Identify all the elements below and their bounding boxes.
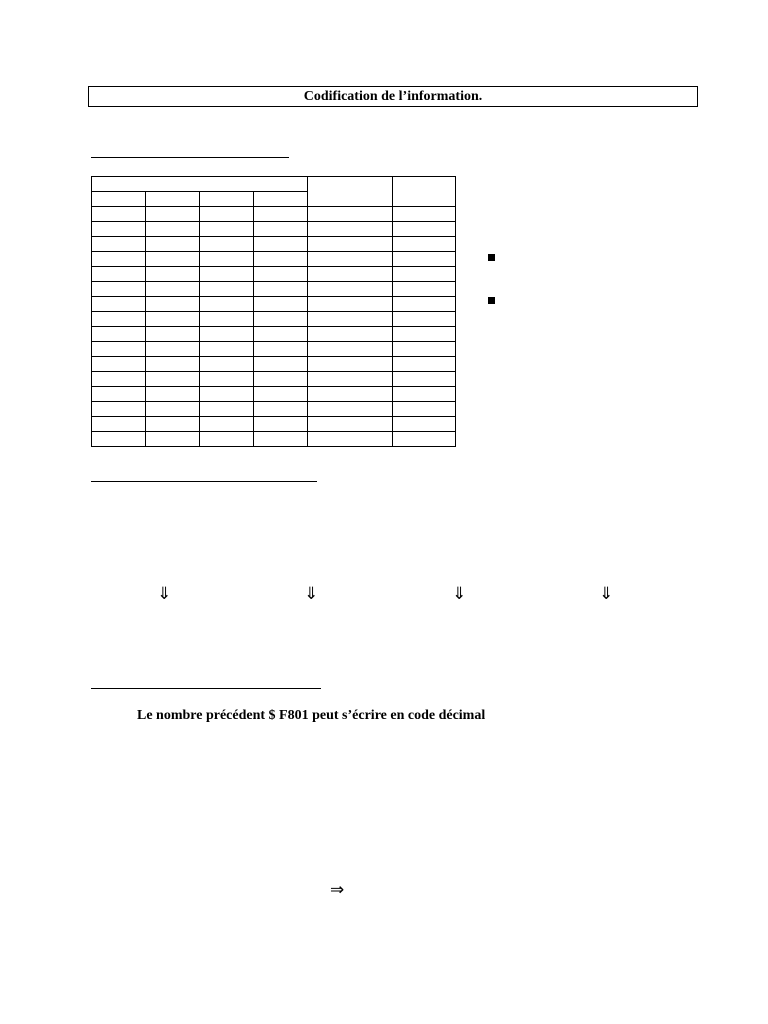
table-row	[92, 312, 456, 327]
table-cell	[308, 297, 393, 312]
down-arrow-icon: ⇓	[452, 584, 467, 604]
table-cell	[92, 282, 146, 297]
section-heading-underline-2	[91, 481, 317, 482]
table-cell	[254, 282, 308, 297]
table-cell	[92, 402, 146, 417]
table-cell	[146, 387, 200, 402]
table-cell	[92, 357, 146, 372]
table-cell	[254, 372, 308, 387]
table-row	[92, 387, 456, 402]
table-cell	[308, 252, 393, 267]
table-cell	[308, 282, 393, 297]
section-heading-underline-3	[91, 688, 321, 689]
table-subheader-cell	[92, 192, 146, 207]
table-cell	[393, 417, 456, 432]
table-cell	[308, 417, 393, 432]
table-cell	[393, 267, 456, 282]
table-row	[92, 432, 456, 447]
table-cell	[393, 357, 456, 372]
code-table	[91, 176, 456, 447]
table-cell	[146, 357, 200, 372]
table-cell	[393, 237, 456, 252]
table-cell	[308, 267, 393, 282]
table-cell	[393, 372, 456, 387]
table-cell	[92, 252, 146, 267]
table-header-cell-binary	[92, 177, 308, 192]
table-cell	[308, 237, 393, 252]
table-cell	[92, 207, 146, 222]
table-cell	[92, 342, 146, 357]
table-cell	[146, 237, 200, 252]
table-cell	[146, 297, 200, 312]
table-cell	[254, 312, 308, 327]
table-cell	[200, 357, 254, 372]
table-cell	[146, 402, 200, 417]
table-cell	[393, 432, 456, 447]
square-bullet-icon	[488, 254, 495, 261]
down-arrow-icon: ⇓	[304, 584, 319, 604]
table-header-row	[92, 177, 456, 192]
table-cell	[200, 417, 254, 432]
table-row	[92, 222, 456, 237]
table-cell	[200, 282, 254, 297]
table-cell	[308, 342, 393, 357]
table-cell	[254, 417, 308, 432]
table-cell	[200, 252, 254, 267]
table-cell	[146, 432, 200, 447]
table-cell	[254, 207, 308, 222]
table-cell	[200, 342, 254, 357]
table-cell	[254, 342, 308, 357]
table-cell	[146, 207, 200, 222]
table-header-cell-b	[393, 177, 456, 207]
table-cell	[92, 432, 146, 447]
table-cell	[393, 222, 456, 237]
table-cell	[254, 237, 308, 252]
table-cell	[393, 327, 456, 342]
table-row	[92, 327, 456, 342]
table-cell	[200, 267, 254, 282]
table-row	[92, 252, 456, 267]
table-row	[92, 417, 456, 432]
table-row	[92, 207, 456, 222]
table-cell	[146, 267, 200, 282]
table-row	[92, 237, 456, 252]
table-cell	[393, 387, 456, 402]
square-bullet-icon	[488, 297, 495, 304]
table-cell	[254, 222, 308, 237]
table-cell	[200, 327, 254, 342]
table-cell	[393, 402, 456, 417]
table-cell	[254, 432, 308, 447]
table-cell	[393, 282, 456, 297]
table-row	[92, 402, 456, 417]
table-cell	[146, 417, 200, 432]
table-row	[92, 342, 456, 357]
table-subheader-cell	[254, 192, 308, 207]
table-cell	[393, 297, 456, 312]
table-cell	[254, 297, 308, 312]
table-cell	[92, 297, 146, 312]
right-arrow-icon: ⇒	[330, 880, 345, 900]
page-title: Codification de l’information.	[88, 86, 698, 107]
table-cell	[254, 387, 308, 402]
table-cell	[200, 372, 254, 387]
table-cell	[308, 402, 393, 417]
table-header-cell-a	[308, 177, 393, 207]
table-cell	[200, 402, 254, 417]
table-cell	[200, 387, 254, 402]
table-cell	[254, 327, 308, 342]
table-row	[92, 282, 456, 297]
table-cell	[308, 312, 393, 327]
table-subheader-cell	[200, 192, 254, 207]
table-row	[92, 267, 456, 282]
table-cell	[200, 222, 254, 237]
table-cell	[146, 222, 200, 237]
table-cell	[308, 327, 393, 342]
table-cell	[92, 267, 146, 282]
table-cell	[393, 312, 456, 327]
table-cell	[200, 237, 254, 252]
table-cell	[92, 312, 146, 327]
table-cell	[393, 252, 456, 267]
table-cell	[146, 342, 200, 357]
table-cell	[146, 327, 200, 342]
table-cell	[254, 357, 308, 372]
table-subheader-cell	[146, 192, 200, 207]
section-heading-underline-1	[91, 157, 289, 158]
table-cell	[200, 207, 254, 222]
table-cell	[146, 372, 200, 387]
table-cell	[308, 432, 393, 447]
table-row	[92, 357, 456, 372]
table-cell	[92, 237, 146, 252]
table-cell	[92, 417, 146, 432]
table-cell	[254, 252, 308, 267]
table-cell	[92, 387, 146, 402]
table-cell	[200, 432, 254, 447]
table-cell	[308, 222, 393, 237]
table-cell	[92, 327, 146, 342]
paragraph-decimal-code: Le nombre précédent $ F801 peut s’écrire en code décimal	[137, 708, 486, 723]
table-cell	[146, 282, 200, 297]
table-cell	[393, 207, 456, 222]
down-arrow-icon: ⇓	[599, 584, 614, 604]
table-cell	[254, 402, 308, 417]
table-cell	[92, 372, 146, 387]
table-cell	[308, 207, 393, 222]
table-cell	[146, 312, 200, 327]
table-cell	[200, 297, 254, 312]
down-arrow-icon: ⇓	[157, 584, 172, 604]
table-cell	[92, 222, 146, 237]
table-cell	[200, 312, 254, 327]
table-cell	[146, 252, 200, 267]
table-cell	[393, 342, 456, 357]
table-cell	[308, 357, 393, 372]
table-row	[92, 372, 456, 387]
table-cell	[308, 372, 393, 387]
table-row	[92, 297, 456, 312]
table-cell	[254, 267, 308, 282]
table-cell	[308, 387, 393, 402]
